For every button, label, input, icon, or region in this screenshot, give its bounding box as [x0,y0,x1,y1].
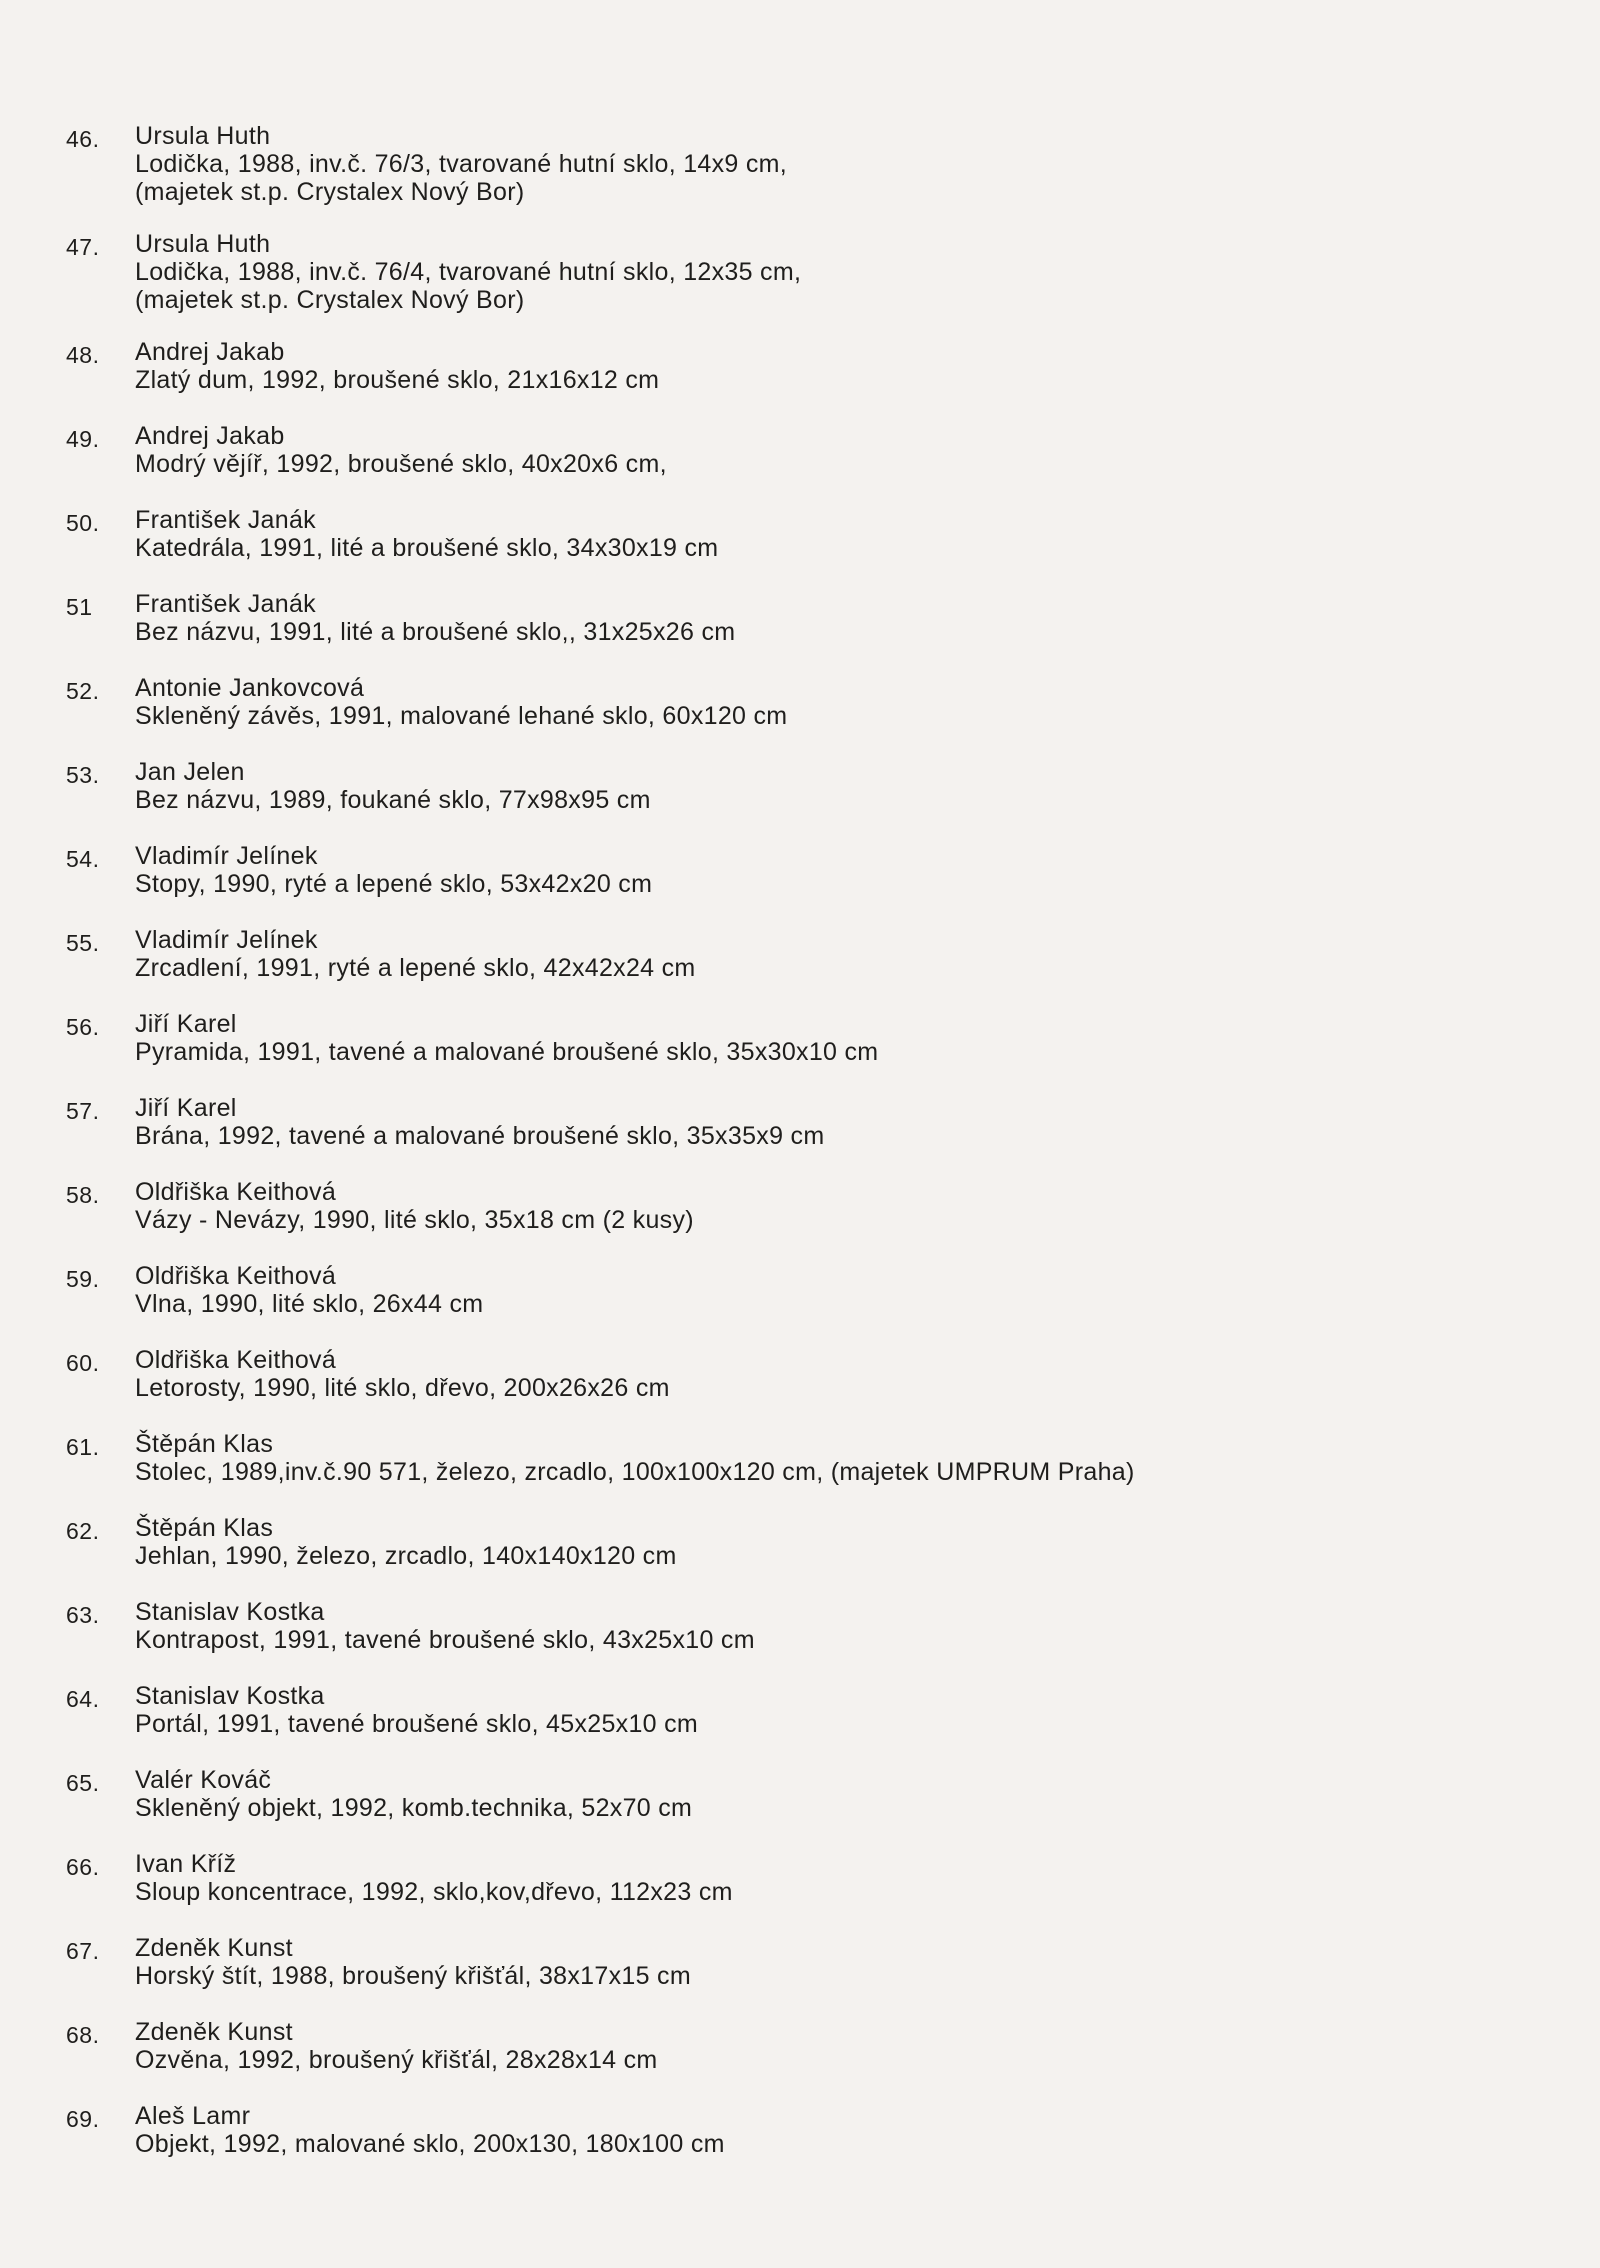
catalog-entry [66,1346,1366,1430]
entry-number: 47. [66,234,100,260]
artist-name: Andrej Jakab [135,338,285,366]
artist-name: Zdeněk Kunst [135,2018,293,2046]
artist-name: Oldřiška Keithová [135,1262,337,1290]
entry-body [135,1514,677,1570]
entry-body [135,926,696,982]
entry-number: 48. [66,342,100,368]
entry-body [135,758,651,814]
artist-name: František Janák [135,506,316,534]
artist-name: Stanislav Kostka [135,1598,325,1626]
work-description: Objekt, 1992, malované sklo, 200x130, 180x100 cm [135,2130,725,2158]
entry-number: 63. [66,1602,100,1628]
artist-name: Štěpán Klas [135,1514,274,1542]
artist-name: Stanislav Kostka [135,1682,325,1710]
catalog-entry [66,506,1366,590]
entry-number: 67. [66,1938,100,1964]
catalog-list [66,122,1366,2186]
work-description: Stolec, 1989,inv.č.90 571, železo, zrcadlo, 100x100x120 cm, (majetek UMPRUM Praha) [135,1458,1135,1486]
catalog-entry [66,1262,1366,1346]
work-description: Vázy - Nevázy, 1990, lité sklo, 35x18 cm (2 kusy) [135,1206,694,1234]
work-description: Modrý vějíř, 1992, broušené sklo, 40x20x6 cm, [135,450,667,478]
artist-name: Antonie Jankovcová [135,674,365,702]
entry-number: 46. [66,126,100,152]
entry-number: 64. [66,1686,100,1712]
work-description: Lodička, 1988, inv.č. 76/3, tvarované hutní sklo, 14x9 cm, [135,150,788,178]
catalog-entry [66,1430,1366,1514]
artist-name: Oldřiška Keithová [135,1178,337,1206]
artist-name: Valér Kováč [135,1766,272,1794]
work-description: Jehlan, 1990, železo, zrcadlo, 140x140x120 cm [135,1542,677,1570]
work-description: Vlna, 1990, lité sklo, 26x44 cm [135,1290,484,1318]
work-description: Skleněný objekt, 1992, komb.technika, 52x70 cm [135,1794,693,1822]
artist-name: Zdeněk Kunst [135,1934,293,1962]
entry-body [135,122,787,206]
entry-body [135,2018,658,2074]
work-description: Ozvěna, 1992, broušený křišťál, 28x28x14 cm [135,2046,658,2074]
artist-name: Ivan Kříž [135,1850,237,1878]
catalog-entry [66,338,1366,422]
catalog-entry [66,2102,1366,2186]
artist-name: Vladimír Jelínek [135,842,318,870]
catalog-entry [66,2018,1366,2102]
entry-number: 51 [66,594,93,620]
catalog-entry [66,926,1366,1010]
artist-name: Jiří Karel [135,1094,237,1122]
entry-number: 50. [66,510,100,536]
catalog-entry [66,1934,1366,2018]
work-description: Zrcadlení, 1991, ryté a lepené sklo, 42x42x24 cm [135,954,696,982]
entry-body [135,1682,698,1738]
work-description: Kontrapost, 1991, tavené broušené sklo, 43x25x10 cm [135,1626,755,1654]
entry-body [135,2102,725,2158]
catalog-entry [66,1850,1366,1934]
entry-number: 62. [66,1518,100,1544]
work-description: Bez názvu, 1989, foukané sklo, 77x98x95 cm [135,786,651,814]
artist-name: Oldřiška Keithová [135,1346,337,1374]
entry-body [135,1850,733,1906]
entry-number: 58. [66,1182,100,1208]
entry-number: 53. [66,762,100,788]
work-description: Horský štít, 1988, broušený křišťál, 38x17x15 cm [135,1962,691,1990]
catalog-entry [66,758,1366,842]
entry-number: 52. [66,678,100,704]
catalog-entry [66,674,1366,758]
work-description: Portál, 1991, tavené broušené sklo, 45x25x10 cm [135,1710,699,1738]
entry-number: 55. [66,930,100,956]
work-description: Lodička, 1988, inv.č. 76/4, tvarované hutní sklo, 12x35 cm, [135,258,802,286]
entry-body [135,1598,755,1654]
artist-name: Štěpán Klas [135,1430,274,1458]
entry-number: 57. [66,1098,100,1124]
entry-number: 59. [66,1266,100,1292]
catalog-entry [66,1682,1366,1766]
artist-name: Jan Jelen [135,758,245,786]
entry-number: 61. [66,1434,100,1460]
work-description: Katedrála, 1991, lité a broušené sklo, 34x30x19 cm [135,534,719,562]
artist-name: Ursula Huth [135,230,271,258]
catalog-entry [66,842,1366,926]
entry-number: 54. [66,846,100,872]
artist-name: František Janák [135,590,316,618]
entry-number: 56. [66,1014,100,1040]
artist-name: Aleš Lamr [135,2102,251,2130]
work-description: Skleněný závěs, 1991, malované lehané sklo, 60x120 cm [135,702,788,730]
work-description: Brána, 1992, tavené a malované broušené sklo, 35x35x9 cm [135,1122,825,1150]
work-description: Zlatý dum, 1992, broušené sklo, 21x16x12 cm [135,366,660,394]
work-description: Letorosty, 1990, lité sklo, dřevo, 200x26x26 cm [135,1374,670,1402]
entry-body [135,506,718,562]
catalog-entry [66,1514,1366,1598]
entry-body [135,1430,1135,1486]
catalog-entry [66,1010,1366,1094]
entry-body [135,590,735,646]
catalog-entry [66,1766,1366,1850]
work-description: Stopy, 1990, ryté a lepené sklo, 53x42x20 cm [135,870,653,898]
catalog-entry [66,122,1366,230]
entry-number: 65. [66,1770,100,1796]
work-description: Pyramida, 1991, tavené a malované broušené sklo, 35x30x10 cm [135,1038,879,1066]
ownership-note: (majetek st.p. Crystalex Nový Bor) [135,286,525,314]
work-description: Sloup koncentrace, 1992, sklo,kov,dřevo, 112x23 cm [135,1878,733,1906]
entry-body [135,1094,824,1150]
work-description: Bez názvu, 1991, lité a broušené sklo,, 31x25x26 cm [135,618,736,646]
catalog-entry [66,1094,1366,1178]
entry-body [135,1766,692,1822]
ownership-note: (majetek st.p. Crystalex Nový Bor) [135,178,525,206]
artist-name: Ursula Huth [135,122,271,150]
catalog-entry [66,590,1366,674]
entry-number: 69. [66,2106,100,2132]
entry-body [135,1346,670,1402]
entry-body [135,422,667,478]
artist-name: Vladimír Jelínek [135,926,318,954]
entry-body [135,842,652,898]
artist-name: Jiří Karel [135,1010,237,1038]
entry-number: 49. [66,426,100,452]
entry-body [135,1934,691,1990]
entry-body [135,338,659,394]
catalog-entry [66,230,1366,338]
entry-body [135,674,787,730]
catalog-entry [66,1178,1366,1262]
entry-number: 60. [66,1350,100,1376]
entry-body [135,230,801,314]
entry-number: 68. [66,2022,100,2048]
artist-name: Andrej Jakab [135,422,285,450]
entry-number: 66. [66,1854,100,1880]
entry-body [135,1178,694,1234]
entry-body [135,1010,878,1066]
catalog-entry [66,1598,1366,1682]
catalog-entry [66,422,1366,506]
entry-body [135,1262,483,1318]
